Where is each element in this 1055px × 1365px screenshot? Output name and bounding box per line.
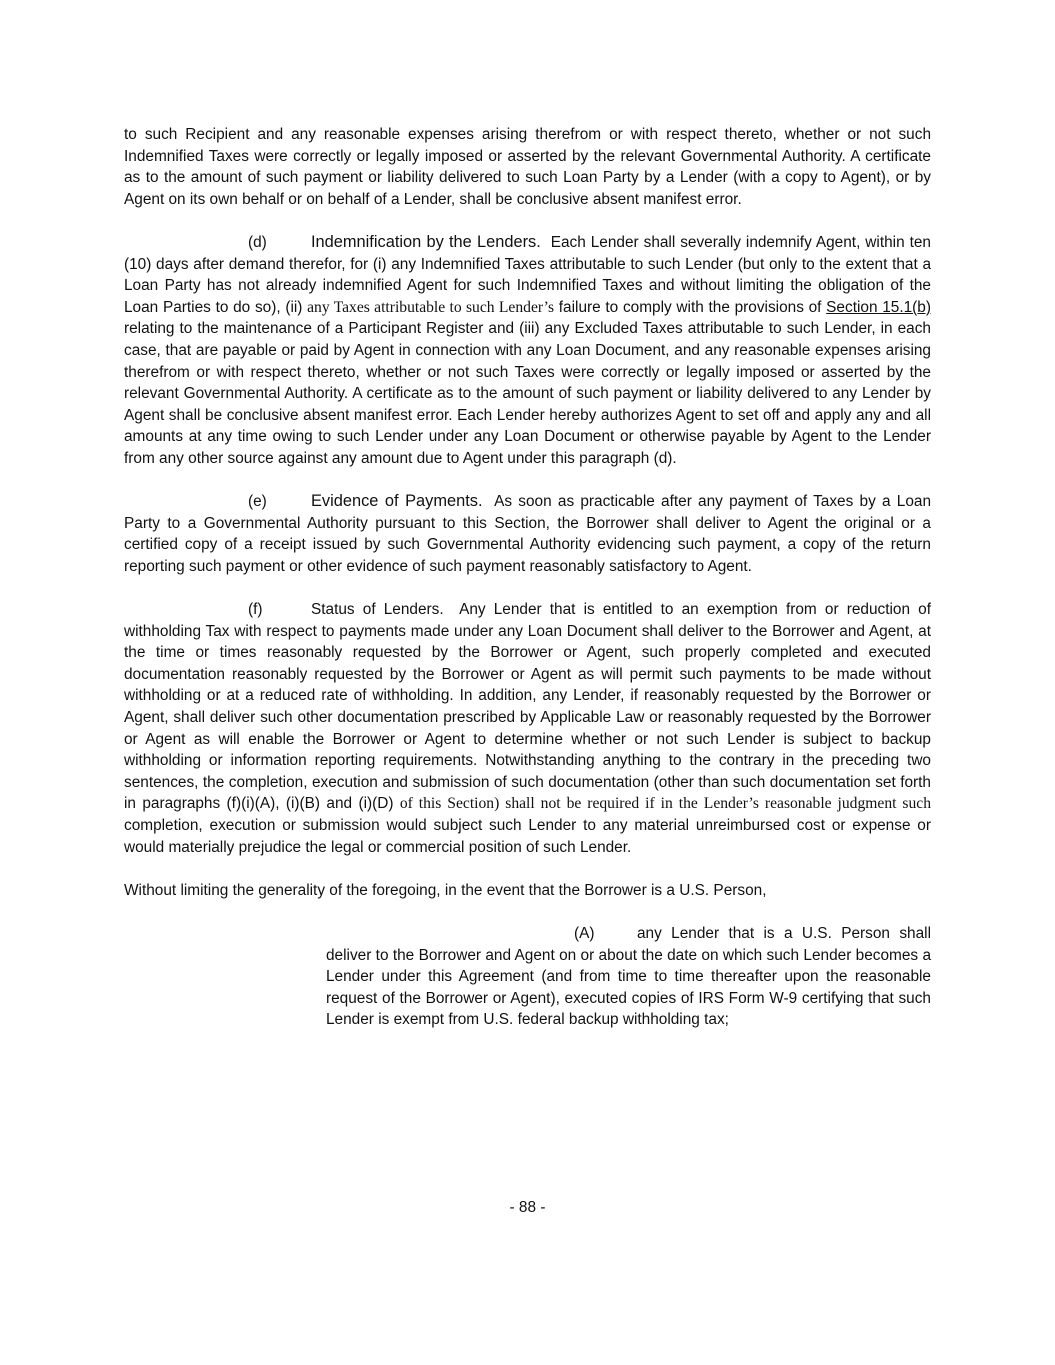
paragraph-d-text-serif: any Taxes attributable to such Lender’s <box>307 298 555 316</box>
paragraph-f-text-1: Any Lender that is entitled to an exemption from or reduction of withholding Tax with respect to payments made under any Loan Document shall deliver to the Borrower and Agent, at the time or times reasonably requested by the Borrower or Agent, such properly completed and executed documentation reasonably requested by the Borrower or Agent as will permit such payments to be made without withholding or at a reduced rate of withholding. In addition, any Lender, if reasonably requested by the Borrower or Agent, shall deliver such other documentation prescribed by Applicable Law or reasonably requested by the Borrower or Agent as will enable the Borrower or Agent to determine whether or not such Lender is subject to backup withholding or information reporting requirements. Notwithstanding anything to the contrary in the preceding two sentences, the completion, execution and submission of such documentation (other than such documentation set forth in paragraphs (f)(i)(A), (i)(B) and (i)(D) <box>124 601 931 813</box>
page-number: - 88 - <box>509 1199 546 1216</box>
paragraph-d-heading: Indemnification by the Lenders. <box>311 232 541 251</box>
paragraph-d-text-2: failure to comply with the provisions of <box>558 298 822 316</box>
paragraph-f-text-2: completion, execution or submission would subject such Lender to any material unreimbursed cost or expense or would materially prejudice the legal or commercial position of such Lender. <box>124 817 931 856</box>
paragraph-e-heading: Evidence of Payments. <box>311 492 483 511</box>
paragraph-e-text: As soon as practicable after any payment of Taxes by a Loan Party to a Governmental Authority pursuant to this Section, the Borrower shall deliver to Agent the original or a certified copy of a receipt issued by such Governmental Authority evidencing such payment, a copy of the return reporting such payment or other evidence of such payment reasonably satisfactory to Agent. <box>124 493 932 575</box>
paragraph-d-text-3: relating to the maintenance of a Participant Register and (iii) any Excluded Taxes attributable to such Lender, in each case, that are payable or paid by Agent in connection with any Loan Document, and any reasonable expenses arising therefrom or with respect thereto, whether or not such Taxes were correctly or legally imposed or asserted by the relevant Governmental Authority. A certificate as to the amount of such payment or liability delivered to any Lender by Agent shall be conclusive absent manifest error. Each Lender hereby authorizes Agent to set off and apply any and all amounts at any time owing to such Lender under any Loan Document or otherwise payable by Agent to the Lender from any other source against any amount due to Agent under this paragraph (d). <box>124 320 931 467</box>
paragraph-f <box>124 599 931 858</box>
paragraph-d <box>124 232 931 470</box>
paragraph-f-heading: Status of Lenders. <box>311 601 444 619</box>
subparagraph-a-label: (A) <box>574 924 595 942</box>
paragraph-f-text-serif: of this Section) shall not be required if in the Lender’s reasonable judgment such <box>399 795 932 813</box>
paragraph-d-text-1: Each Lender shall severally indemnify Agent, within ten (10) days after demand therefor, for (i) any Indemnified Taxes attributable to such Lender (but only to the extent that a Loan Party has not already indemnified Agent for such Indemnified Taxes and without limiting the obligation of the Loan Parties to do so), (ii) <box>124 233 931 316</box>
subparagraph-a-text: any Lender that is a U.S. Person shall deliver to the Borrower and Agent on or about the date on which such Lender becomes a Lender under this Agreement (and from time to time thereafter upon the reasonable request of the Borrower or Agent), executed copies of IRS Form W-9 certifying that such Lender is exempt from U.S. federal backup withholding tax; <box>326 924 931 1029</box>
paragraph-e <box>124 491 931 577</box>
paragraph-c-continuation: to such Recipient and any reasonable expenses arising therefrom or with respect thereto, whether or not such Indemnified Taxes were correctly or legally imposed or asserted by the relevant Governmental Authority. A certificate as to the amount of such payment or liability delivered to such Loan Party by a Lender (with a copy to Agent), or by Agent on its own behalf or on behalf of a Lender, shall be conclusive absent manifest error. <box>124 126 931 208</box>
paragraph-f-label: (f) <box>248 601 263 619</box>
lead-in-sentence: Without limiting the generality of the foregoing, in the event that the Borrower is a U.S. Person, <box>124 881 767 899</box>
paragraph-d-label: (d) <box>248 233 267 251</box>
subparagraph-a <box>326 923 931 1031</box>
paragraph-e-label: (e) <box>248 493 267 511</box>
document-body <box>124 124 931 1053</box>
section-15-1b-reference: Section 15.1(b) <box>826 298 931 316</box>
